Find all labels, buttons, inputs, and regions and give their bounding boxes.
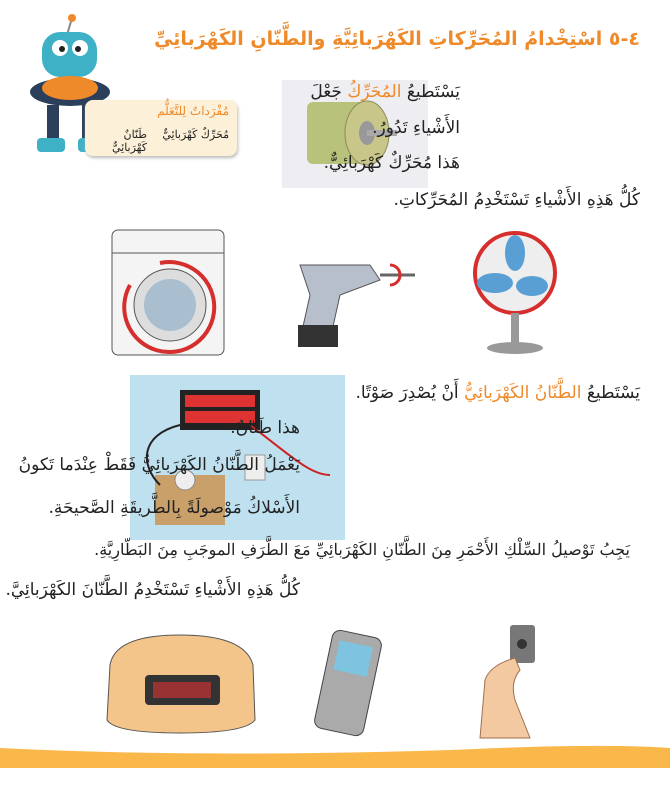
doorbell-illustration <box>470 620 555 740</box>
motor-text-line3: هَذا مُحَرِّكٌ كَهْرَبائِيٌّ. <box>323 153 460 173</box>
text: جَعْلَ <box>310 82 342 102</box>
text: يَسْتَطيعُ <box>406 82 460 102</box>
fan-illustration <box>460 228 575 358</box>
text: يَسْتَطيعُ <box>586 383 640 403</box>
vocab-item: طَنّانٌ كَهْرَبائِيٌّ <box>111 128 147 154</box>
vocabulary-box <box>85 100 237 156</box>
buzzer-text-line1 <box>356 383 641 403</box>
motor-text-line2: الأَشْياءِ تَدُورُ. <box>372 118 460 138</box>
washing-machine-illustration <box>100 225 240 360</box>
text: أَنْ يُصْدِرَ صَوْتًا. <box>355 383 459 403</box>
decorative-wave <box>0 738 670 768</box>
buzzer-text-line5: يَجِبُ تَوْصيلُ السِّلْكِ الأَحْمَرِ مِنَ الطَّنّانِ الكَهْرَبائِيِّ مَعَ الطَّرَفِ الموجَبِ مِنَ البَطّارِيَّةِ. <box>94 540 630 559</box>
buzzer-text-line2: هذا طَنّانٌ. <box>230 418 300 438</box>
buzzer-text-line3: يَعْمَلُ الطَّنّانُ الكَهْرَبائِيُّ فَقَطْ عِنْدَما تَكونُ <box>18 455 300 475</box>
vocabulary-heading: مُفْرَداتٌ لِلتَّعَلُّم <box>157 104 229 118</box>
motor-text-line4: كُلُّ هَذِهِ الأَشْياءِ تَسْتَخْدِمُ المُحَرِّكاتِ. <box>393 190 640 210</box>
highlight-term: المُحَرِّكُ <box>347 82 402 102</box>
mobile-phone-illustration <box>305 625 390 740</box>
alarm-clock-illustration <box>95 625 267 740</box>
section-title: ٤-٥ اسْتِخْدامُ المُحَرِّكاتِ الكَهْرَبائِيَّةِ والطَّنّانِ الكَهْرَبائِيِّ <box>154 28 640 50</box>
vocab-item: مُحَرِّكٌ كَهْرَبائِيٌّ <box>162 128 229 141</box>
buzzer-text-line6: كُلُّ هَذِهِ الأَشْياءِ تَسْتَخْدِمُ الطَّنّانَ الكَهْرَبائِيَّ. <box>5 580 300 600</box>
drill-illustration <box>290 255 425 355</box>
highlight-term: الطَّنّانُ الكَهْرَبائِيُّ <box>464 383 582 403</box>
buzzer-text-line4: الأَسْلاكُ مَوْصولَةً بِالطَّريقَةِ الصَّحيحَةِ. <box>48 498 300 518</box>
motor-text-line1 <box>310 82 460 102</box>
